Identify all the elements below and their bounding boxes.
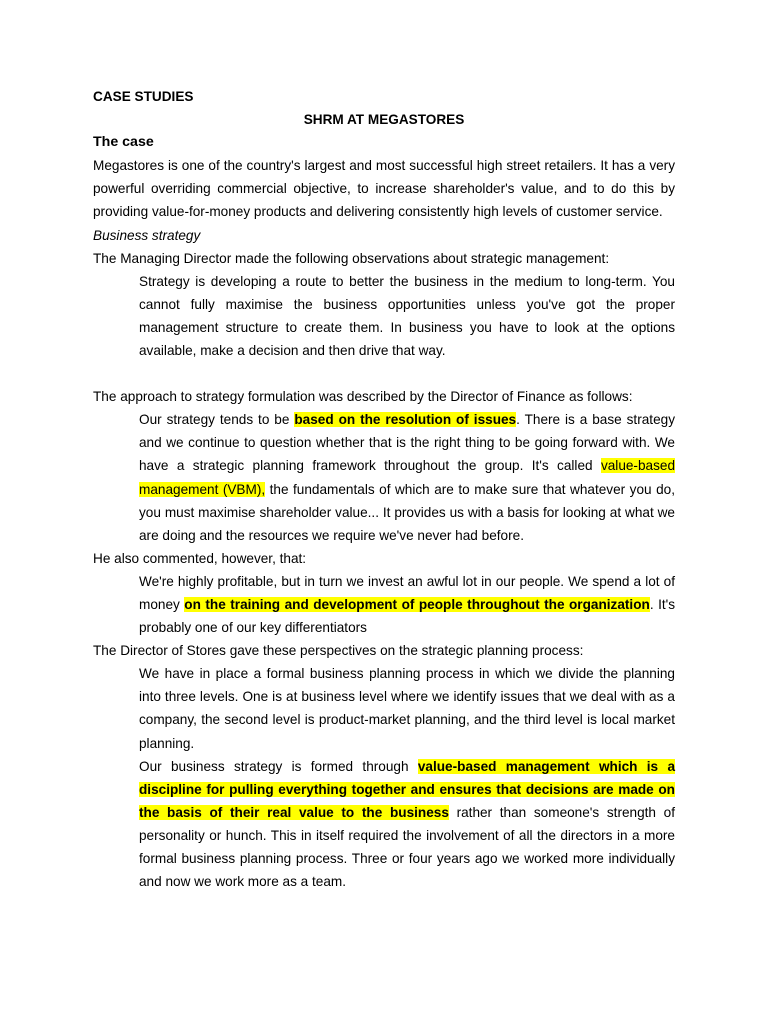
stores-quote-1: We have in place a formal business planning process in which we divide the planning into three levels. One is at business level where we identify issues that we deal with as a company, the second level is product-market planning, and the third level is local market planning. <box>139 666 675 751</box>
finance-quote-2-text-a: We're highly profitable, but in turn we invest an awful lot in our people. We spend a lot of money <box>139 573 675 612</box>
stores-quote-2-text-a: Our business strategy is formed through <box>139 758 418 774</box>
business-strategy-heading: Business strategy <box>93 227 201 243</box>
finance-quote-1-text-b: . There is a base strategy and we continue to question whether that is the right thing to be going forward with. We have a strategic planning framework throughout the group. It's called <box>139 412 675 474</box>
stores-quote-2-text-b: rather than someone's strength of personality or hunch. This in itself required the involvement of all the directors in a more formal business planning process. Three or four years ago we worked more individually and now we work more as a team. <box>139 804 675 890</box>
finance-intro: The approach to strategy formulation was described by the Director of Finance as follows: <box>93 389 633 405</box>
finance-quote-1-text-c: the fundamentals of which are to make sure that whatever you do, you must maximise shareholder value... It provides us with a basis for looking at what we are doing and the resources we require we've never had before. <box>139 481 675 543</box>
case-studies-heading: CASE STUDIES <box>93 89 194 104</box>
highlight-resolution-of-issues: based on the resolution of issues <box>294 412 517 428</box>
highlight-value-based-management: value-based management which is a discipline for pulling everything together and ensures that decisions are made on the basis of their real value to the business <box>139 758 676 820</box>
finance-also: He also commented, however, that: <box>93 550 307 566</box>
intro-paragraph: Megastores is one of the country's largest and most successful high street retailers. It has a very powerful overriding commercial objective, to increase shareholder's value, and to do this by providing value-for-money products and delivering consistently high levels of customer service. <box>93 158 675 220</box>
case-heading: The case <box>93 134 154 151</box>
spacer <box>93 362 675 385</box>
highlight-vbm: value-based management (VBM), <box>139 458 675 497</box>
md-quote: Strategy is developing a route to better the business in the medium to long-term. You cannot fully maximise the business opportunities unless you've got the proper management structure to create them. In business you have to look at the options available, make a decision and then drive that way. <box>139 273 675 359</box>
md-intro: The Managing Director made the following observations about strategic management: <box>93 250 610 266</box>
finance-quote-1-text-a: Our strategy tends to be <box>139 412 295 428</box>
document-title: SHRM AT MEGASTORES <box>303 112 465 128</box>
stores-quote-2 <box>139 755 675 894</box>
highlight-training-development: on the training and development of people throughout the organization <box>184 596 650 612</box>
finance-quote-1 <box>139 408 675 547</box>
finance-quote-2-text-b: . It's probably one of our key differentiators <box>139 596 676 636</box>
document-page <box>93 85 675 893</box>
finance-quote-2 <box>139 570 675 639</box>
stores-intro: The Director of Stores gave these perspectives on the strategic planning process: <box>93 643 584 659</box>
